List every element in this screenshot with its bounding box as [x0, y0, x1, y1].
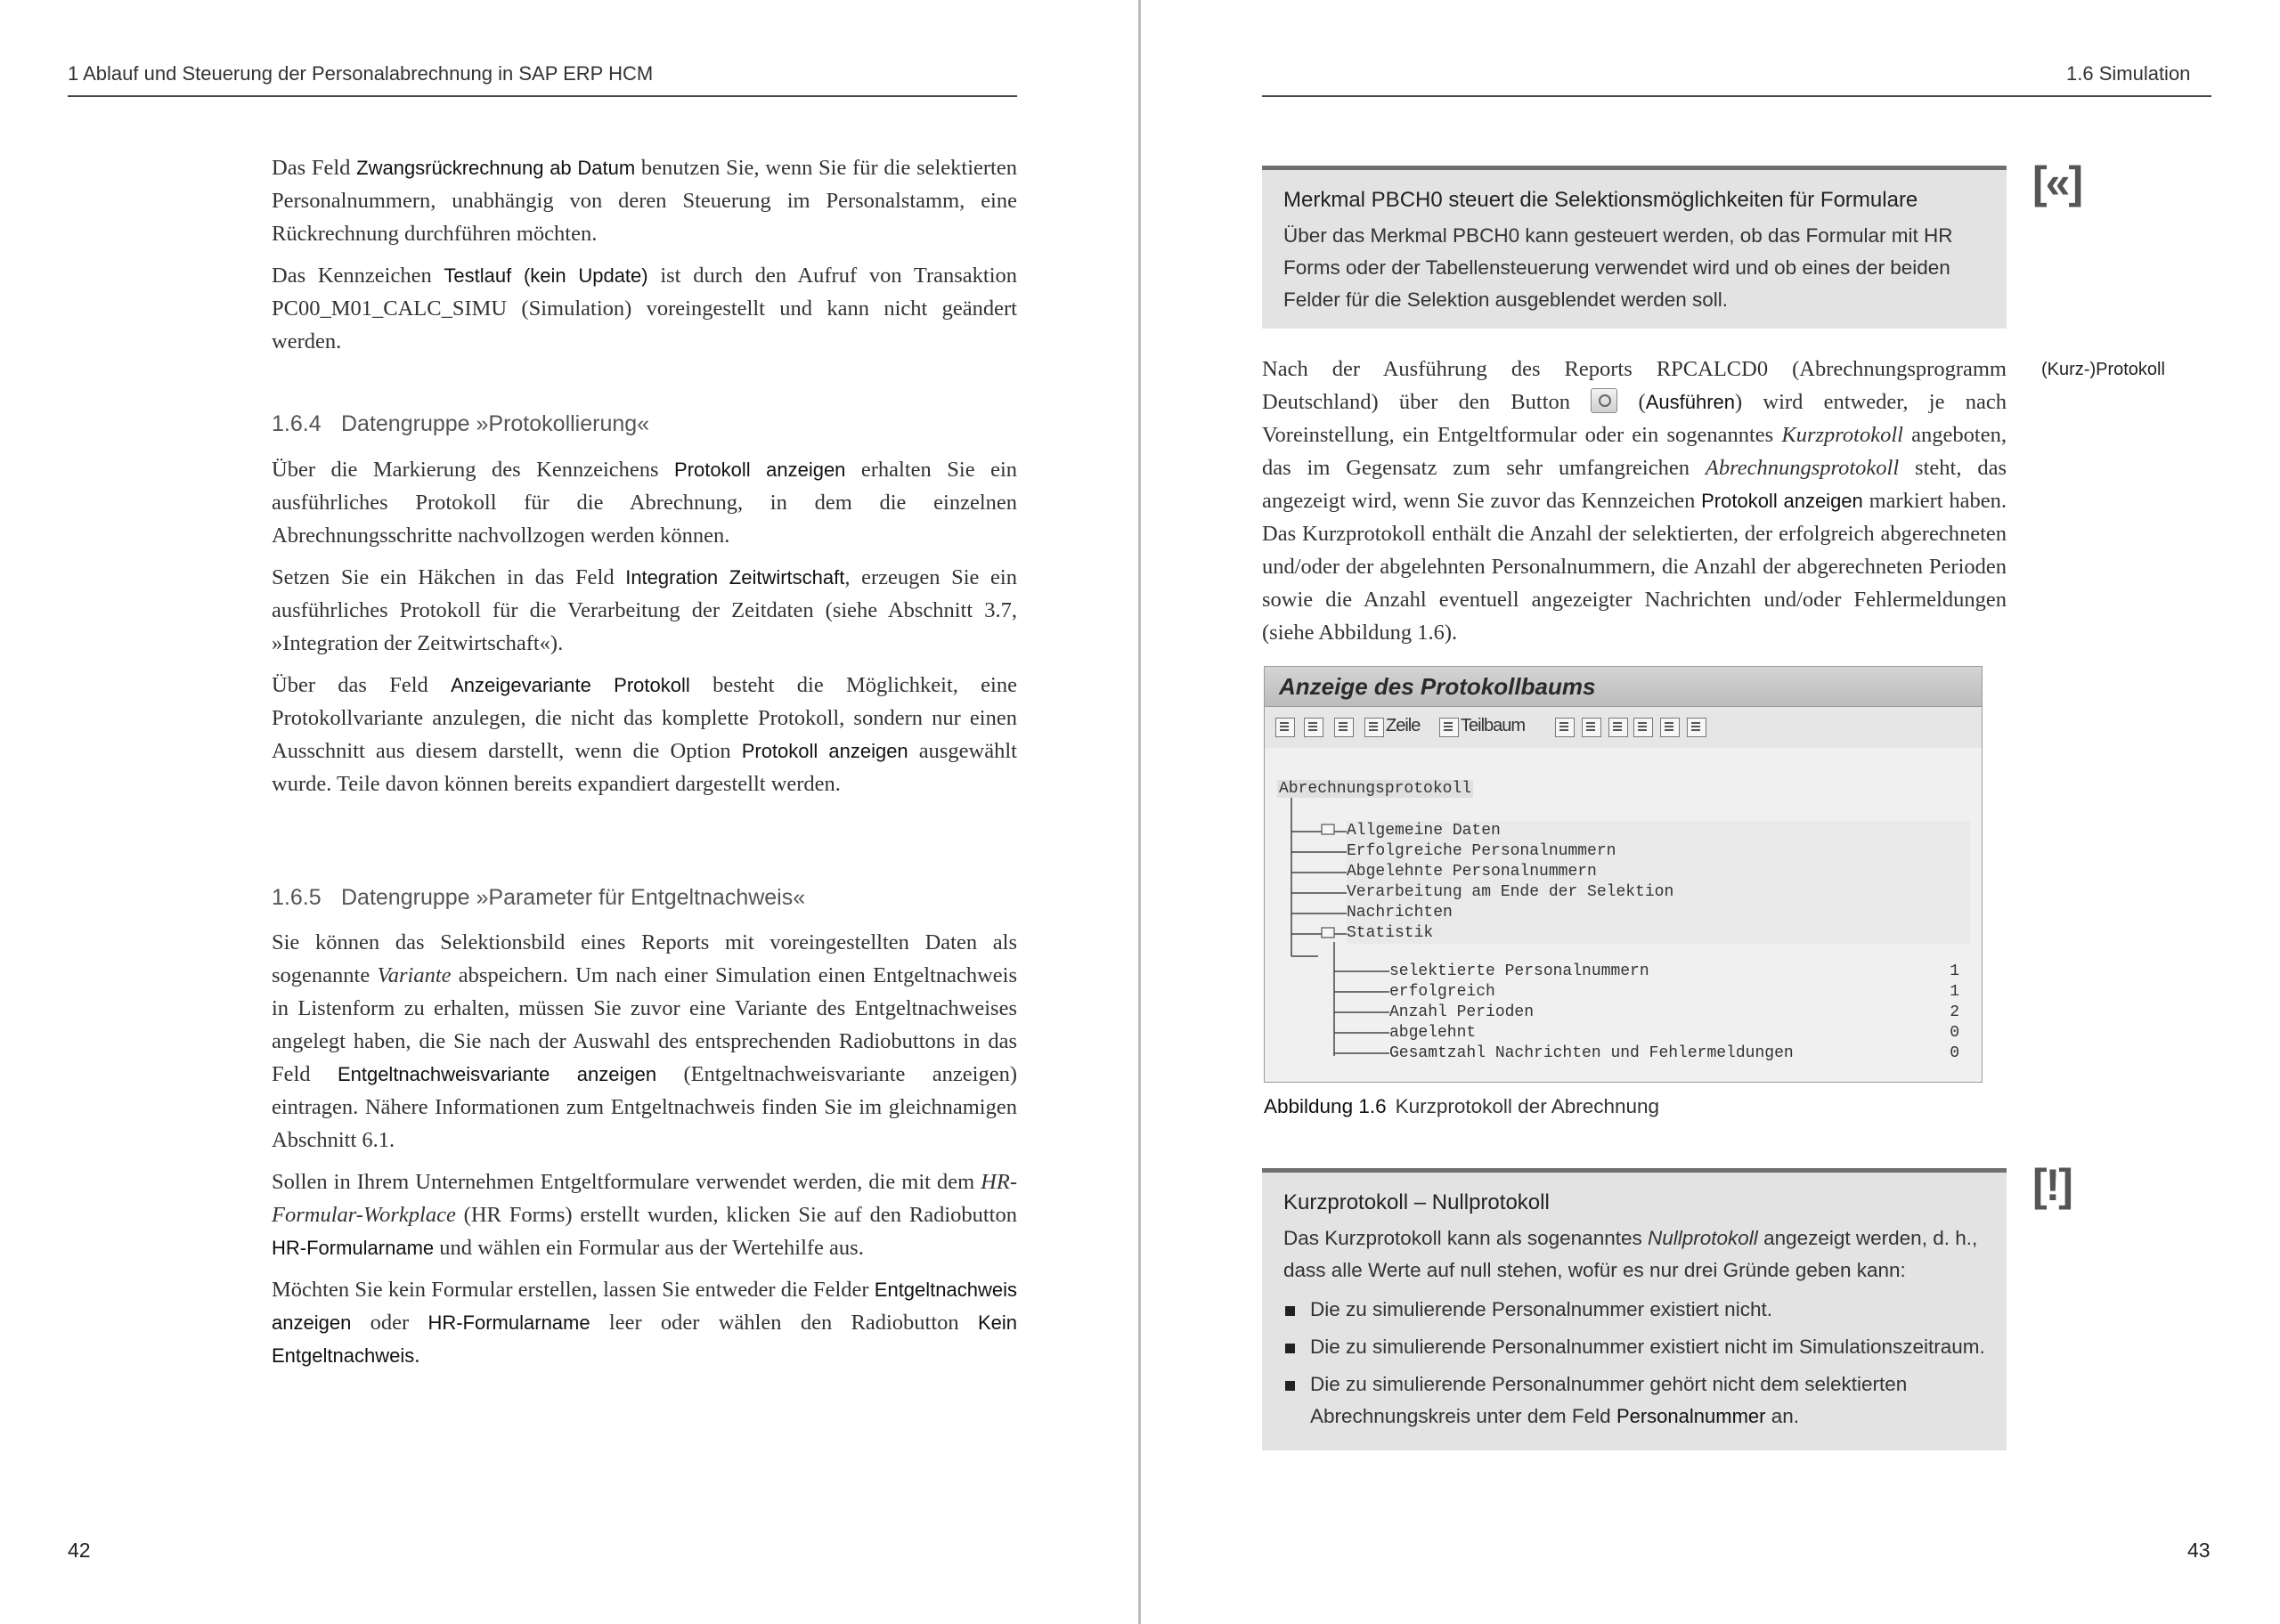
- execute-icon[interactable]: [1591, 388, 1617, 413]
- ui-term: Testlauf (kein Update): [444, 264, 648, 287]
- subtree-icon[interactable]: [1439, 718, 1459, 737]
- margin-note: (Kurz-)Protokoll: [2041, 360, 2165, 379]
- section-number: 1.6.4: [272, 411, 322, 436]
- bullet-list: [1283, 1294, 1985, 1433]
- tree-panel: [1265, 748, 1982, 1082]
- paragraph: Sie können das Selektionsbild eines Reports mit voreingestellten Daten als sogenannte Variante abspeichern. Um nach einer Simulation einen Entgeltnachweis in Listenform zu erhalten, müssen Sie zuvor eine Variante des Entgeltnachweises angelegt haben, die Sie nach der Auswahl des entsprechenden Radiobuttons in das Feld Entgeltnachweisvariante anzeigen (Entgeltnachweisvariante anzeigen) eintragen. Nähere Informationen zum Entgeltnachweis finden Sie im gleichnamigen Abschnitt 6.1.: [272, 930, 1018, 1152]
- statistic-value: 1: [1950, 983, 1959, 1001]
- tree-item[interactable]: Abgelehnte Personalnummern: [1347, 863, 1597, 881]
- tree-items: [1347, 821, 1970, 944]
- section-heading-1-6-4: [272, 411, 649, 437]
- find-icon[interactable]: [1555, 718, 1575, 737]
- statistic-value: 1: [1950, 962, 1959, 980]
- statistics-list: [1389, 962, 1959, 1064]
- warning-box-title: Kurzprotokoll – Nullprotokoll: [1283, 1190, 1550, 1214]
- statistic-label: abgelehnt: [1389, 1024, 1477, 1042]
- warning-box: [1262, 1168, 2007, 1450]
- statistic-value: 0: [1950, 1044, 1959, 1062]
- ui-term: Protokoll anzeigen: [1701, 490, 1863, 512]
- list-icon[interactable]: [1582, 718, 1601, 737]
- paragraph: Sollen in Ihrem Unternehmen Entgeltformulare verwendet werden, die mit dem HR-Formular-Workplace (HR Forms) erstellt wurden, klicken Sie auf den Radiobutton HR-Formularname und wählen ein Formular aus der Wertehilfe aus.: [272, 1170, 1017, 1260]
- ui-term: Personalnummer: [1616, 1405, 1766, 1427]
- ui-term: HR-Formularname: [428, 1311, 590, 1334]
- ui-term: Integration Zeitwirtschaft: [625, 566, 845, 589]
- paragraph: Das Kennzeichen Testlauf (kein Update) ist durch den Aufruf von Transaktion PC00_M01_CALC_SIMU (Simulation) voreingestellt und kann nicht geändert werden.: [272, 264, 1018, 353]
- info-icon[interactable]: [1687, 718, 1706, 737]
- emphasis: HR-Formular-Workplace: [272, 1170, 1017, 1227]
- warning-icon: [!]: [2032, 1160, 2072, 1210]
- paragraph: Das Feld Zwangsrückrechnung ab Datum benutzen Sie, wenn Sie für die selektierten Personalnummern, unabhängig von deren Steuerung im Personalstamm, eine Rückrechnung durchführen möchten.: [272, 156, 1017, 246]
- toolbar: [1265, 707, 1982, 749]
- left-intro-text: [272, 151, 1017, 367]
- window-title: Anzeige des Protokollbaums: [1265, 667, 1982, 707]
- ui-term: Ausführen: [1645, 391, 1735, 413]
- section-1-6-4-text: [272, 453, 1017, 809]
- running-header-left: 1 Ablauf und Steuerung der Personalabrechnung in SAP ERP HCM: [68, 62, 654, 85]
- toolbar-subtree-label[interactable]: Teilbaum: [1461, 716, 1526, 735]
- section-title: Datengruppe »Protokollierung«: [341, 411, 650, 436]
- page-number-left: 42: [68, 1539, 91, 1562]
- emphasis: Variante: [377, 963, 452, 987]
- warning-box-intro: Das Kurzprotokoll kann als sogenanntes Nullprotokoll angezeigt werden, d. h., dass alle Werte auf null stehen, wofür es nur drei Gründe geben kann:: [1283, 1227, 1978, 1281]
- section-title: Datengruppe »Parameter für Entgeltnachweis«: [341, 885, 806, 910]
- paragraph: Nach der Ausführung des Reports RPCALCD0 (Abrechnungsprogramm Deutschland) über den Button (Ausführen) wird entweder, je nach Voreinstellung, ein Entgeltformular oder ein sogenanntes Kurzprotokoll angeboten, das im Gegensatz zum sehr umfangreichen Abrechnungsprotokoll steht, das angezeigt wird, wenn Sie zuvor das Kennzeichen Protokoll anzeigen markiert haben. Das Kurzprotokoll enthält die Anzahl der selektierten, der erfolgreich abgerechneten und/oder der abgelehnten Personalnummern, die Anzahl der abgerechneten Perioden sowie die Anzahl eventuell angezeigter Nachrichten und/oder Fehlermeldungen (siehe Abbildung 1.6).: [1262, 357, 2007, 645]
- right-main-text: [1262, 353, 2007, 658]
- folder-icon: [1322, 928, 1334, 938]
- figure-caption: [1264, 1095, 1659, 1118]
- bullet-item: Die zu simulierende Personalnummer existiert nicht.: [1283, 1294, 1985, 1326]
- statistic-label: erfolgreich: [1389, 983, 1495, 1001]
- tree-root[interactable]: Abrechnungsprotokoll: [1279, 780, 1472, 798]
- emphasis: Abrechnungsprotokoll: [1705, 456, 1900, 480]
- statistic-row[interactable]: [1389, 1043, 1959, 1064]
- ui-term: HR-Formularname: [272, 1237, 435, 1259]
- statistic-row[interactable]: [1389, 1003, 1959, 1023]
- section-number: 1.6.5: [272, 885, 322, 910]
- paragraph: Über die Markierung des Kennzeichens Protokoll anzeigen erhalten Sie ein ausführliches Protokoll für die Abrechnung, in dem die einzelnen Abrechnungsschritte nachvollzogen werden können.: [272, 458, 1017, 548]
- section-heading-1-6-5: [272, 885, 805, 911]
- running-header-right: 1.6 Simulation: [2066, 62, 2191, 85]
- bullet-item: Die zu simulierende Personalnummer gehört nicht dem selektierten Abrechnungskreis unter dem Feld Personalnummer an.: [1283, 1368, 1985, 1433]
- statistic-value: 0: [1950, 1024, 1959, 1042]
- note-icon: [«]: [2032, 158, 2082, 207]
- tree-item[interactable]: Allgemeine Daten: [1347, 822, 1501, 840]
- paragraph: Über das Feld Anzeigevariante Protokoll besteht die Möglichkeit, eine Protokollvariante anzulegen, die nicht das komplette Protokoll, sondern nur einen Ausschnitt aus diesem darstellt, wenn die Option Protokoll anzeigen ausgewählt wurde. Teile davon können bereits expandiert dargestellt werden.: [272, 673, 1017, 796]
- tree-item[interactable]: Nachrichten: [1347, 904, 1453, 922]
- ui-term: Protokoll anzeigen: [741, 740, 908, 762]
- page-number-right: 43: [2187, 1539, 2211, 1562]
- statistic-label: Anzahl Perioden: [1389, 1003, 1535, 1021]
- statistic-row[interactable]: [1389, 962, 1959, 982]
- paragraph: Möchten Sie kein Formular erstellen, lassen Sie entweder die Felder Entgeltnachweis anzeigen oder HR-Formularname leer oder wählen den Radiobutton Kein Entgeltnachweis.: [272, 1278, 1017, 1368]
- section-1-6-5-text: [272, 926, 1017, 1381]
- paragraph: Setzen Sie ein Häkchen in das Feld Integration Zeitwirtschaft, erzeugen Sie ein ausführliches Protokoll für die Verarbeitung der Zeitdaten (siehe Abschnitt 3.7, »Integration der Zeitwirtschaft«).: [272, 565, 1017, 655]
- copy-icon[interactable]: [1660, 718, 1680, 737]
- filter-icon[interactable]: [1633, 718, 1653, 737]
- collapse-icon[interactable]: [1334, 718, 1354, 737]
- tree-item[interactable]: Erfolgreiche Personalnummern: [1347, 842, 1616, 860]
- bullet-item: Die zu simulierende Personalnummer existiert nicht im Simulationszeitraum.: [1283, 1331, 1985, 1363]
- statistic-row[interactable]: [1389, 982, 1959, 1003]
- note-box: [1262, 166, 2007, 329]
- ui-term: Kein Entgeltnachweis: [272, 1311, 1017, 1367]
- ui-term: Anzeigevariante Protokoll: [451, 674, 690, 696]
- tree-item[interactable]: Statistik: [1347, 924, 1434, 942]
- statistic-label: selektierte Personalnummern: [1389, 962, 1649, 980]
- folder-icon: [1322, 824, 1334, 834]
- tree-item[interactable]: Verarbeitung am Ende der Selektion: [1347, 883, 1674, 901]
- ui-term: Zwangsrückrechnung ab Datum: [356, 157, 636, 179]
- emphasis: Kurzprotokoll: [1781, 423, 1903, 447]
- select-icon[interactable]: [1275, 718, 1295, 737]
- header-rule: [68, 95, 1017, 97]
- caption-label: Abbildung 1.6: [1264, 1095, 1387, 1117]
- note-box-text: Über das Merkmal PBCH0 kann gesteuert werden, ob das Formular mit HR Forms oder der Tabellensteuerung verwendet wird und ob eines der beiden Felder für die Selektion ausgeblendet werden soll.: [1283, 224, 1953, 311]
- emphasis: Nullprotokoll: [1648, 1227, 1758, 1249]
- ui-term: Protokoll anzeigen: [674, 459, 846, 481]
- caption-text: Kurzprotokoll der Abrechnung: [1395, 1095, 1660, 1117]
- note-box-title: Merkmal PBCH0 steuert die Selektionsmöglichkeiten für Formulare: [1283, 188, 1918, 212]
- statistic-label: Gesamtzahl Nachrichten und Fehlermeldungen: [1389, 1044, 1794, 1062]
- toolbar-row-label[interactable]: Zeile: [1386, 716, 1421, 735]
- hierarchy-icon[interactable]: [1608, 718, 1628, 737]
- row-icon[interactable]: [1364, 718, 1384, 737]
- left-page: [0, 0, 1138, 1624]
- statistic-value: 2: [1950, 1003, 1959, 1021]
- expand-icon[interactable]: [1304, 718, 1323, 737]
- header-rule: [1262, 95, 2211, 97]
- statistic-row[interactable]: [1389, 1023, 1959, 1043]
- protocol-tree-screenshot: [1264, 666, 1983, 1083]
- ui-term: Entgeltnachweis anzeigen: [272, 1279, 1017, 1334]
- ui-term: Entgeltnachweisvariante anzeigen: [337, 1063, 657, 1085]
